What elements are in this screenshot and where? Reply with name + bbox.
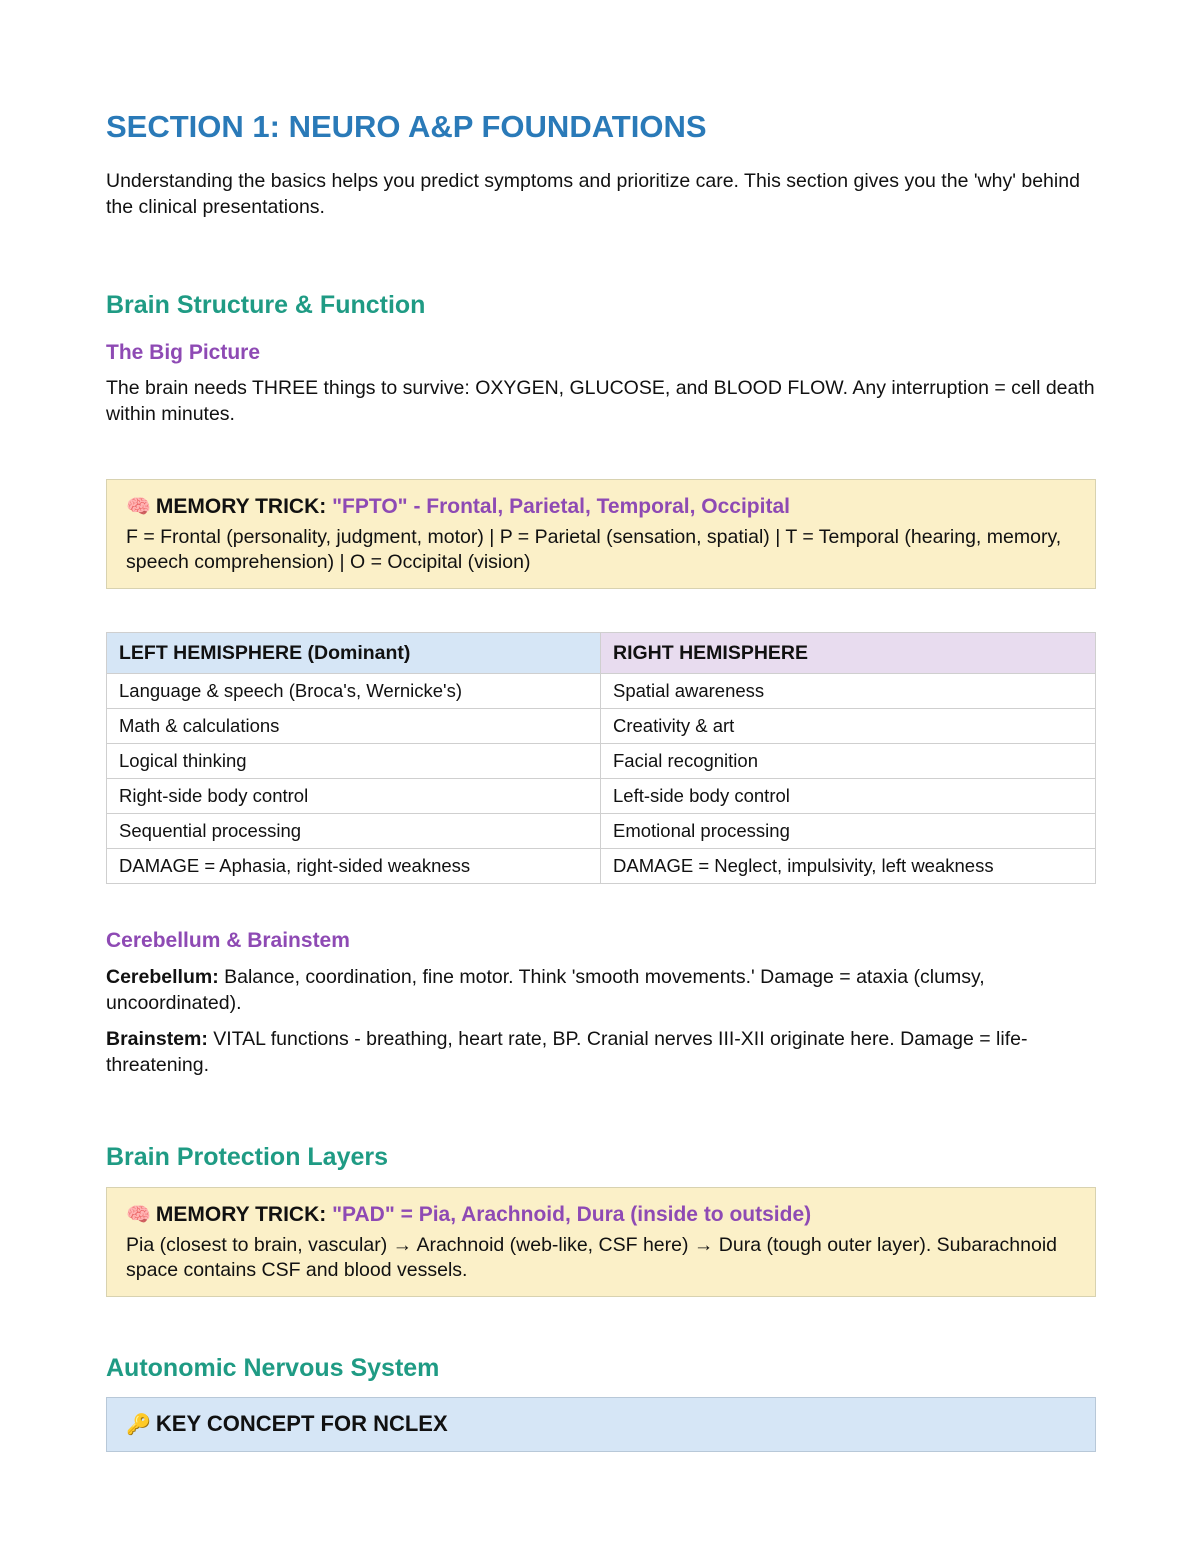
table-cell: Math & calculations	[107, 709, 601, 744]
heading-big-picture: The Big Picture	[106, 341, 261, 364]
memory-trick-label: MEMORY TRICK:	[155, 1203, 327, 1226]
section-intro: Understanding the basics helps you predict symptoms and prioritize care. This section gives you the 'why' behind the clinical presentations.	[106, 170, 1080, 218]
cerebellum-text: Balance, coordination, fine motor. Think 'smooth movements.' Damage = ataxia (clumsy, uncoordinated).	[106, 966, 985, 1014]
heading-brain-protection: Brain Protection Layers	[106, 1143, 389, 1171]
memory-trick-box-fpto	[106, 479, 1096, 589]
memory-trick-mnemonic: "FPTO" - Frontal, Parietal, Temporal, Occipital	[332, 495, 790, 518]
table-cell: Emotional processing	[601, 814, 1096, 849]
table-row	[107, 744, 1096, 779]
memory-trick-body: F = Frontal (personality, judgment, motor) | P = Parietal (sensation, spatial) | T = Temporal (hearing, memory, speech comprehension) | O = Occipital (vision)	[126, 526, 1062, 573]
memory-trick-label: MEMORY TRICK:	[155, 495, 327, 518]
big-picture-text: The brain needs THREE things to survive: OXYGEN, GLUCOSE, and BLOOD FLOW. Any interruption = cell death within minutes.	[106, 377, 1095, 425]
cerebellum-paragraph	[106, 964, 1096, 1016]
table-header-row	[107, 633, 1096, 674]
table-cell: DAMAGE = Aphasia, right-sided weakness	[107, 849, 601, 884]
table-cell: Logical thinking	[107, 744, 601, 779]
heading-cerebellum-brainstem: Cerebellum & Brainstem	[106, 929, 350, 952]
key-icon: 🔑	[126, 1414, 151, 1436]
memory-trick-mnemonic: "PAD" = Pia, Arachnoid, Dura (inside to outside)	[332, 1203, 812, 1226]
table-cell: Sequential processing	[107, 814, 601, 849]
brainstem-text: VITAL functions - breathing, heart rate, BP. Cranial nerves III-XII originate here. Damage = life-threatening.	[106, 1028, 1028, 1076]
memory-trick-title	[126, 1201, 1076, 1229]
table-cell: Left-side body control	[601, 779, 1096, 814]
key-concept-label: KEY CONCEPT FOR NCLEX	[155, 1411, 448, 1436]
table-row	[107, 779, 1096, 814]
table-row	[107, 674, 1096, 709]
section-title: SECTION 1: NEURO A&P FOUNDATIONS	[106, 109, 707, 144]
header-left-hemisphere: LEFT HEMISPHERE (Dominant)	[107, 633, 601, 674]
table-cell: Right-side body control	[107, 779, 601, 814]
key-concept-box	[106, 1397, 1096, 1452]
header-right-hemisphere: RIGHT HEMISPHERE	[601, 633, 1096, 674]
table-row	[107, 709, 1096, 744]
heading-autonomic: Autonomic Nervous System	[106, 1354, 440, 1382]
table-cell: Creativity & art	[601, 709, 1096, 744]
brainstem-label: Brainstem:	[106, 1028, 208, 1050]
hemisphere-table	[106, 632, 1096, 884]
table-row	[107, 814, 1096, 849]
table-cell: Spatial awareness	[601, 674, 1096, 709]
memory-trick-body: Pia (closest to brain, vascular) → Arachnoid (web-like, CSF here) → Dura (tough outer layer). Subarachnoid space contains CSF and blood vessels.	[126, 1234, 1057, 1281]
cerebellum-label: Cerebellum:	[106, 966, 219, 988]
brain-icon: 🧠	[126, 496, 151, 518]
document-content	[106, 110, 1096, 1452]
table-cell: DAMAGE = Neglect, impulsivity, left weakness	[601, 849, 1096, 884]
brain-icon: 🧠	[126, 1204, 151, 1226]
heading-brain-structure: Brain Structure & Function	[106, 291, 426, 319]
table-row	[107, 849, 1096, 884]
table-cell: Facial recognition	[601, 744, 1096, 779]
memory-trick-title	[126, 493, 1076, 521]
key-concept-title	[126, 1410, 1076, 1439]
brainstem-paragraph	[106, 1026, 1096, 1078]
memory-trick-box-pad	[106, 1187, 1096, 1297]
table-cell: Language & speech (Broca's, Wernicke's)	[107, 674, 601, 709]
